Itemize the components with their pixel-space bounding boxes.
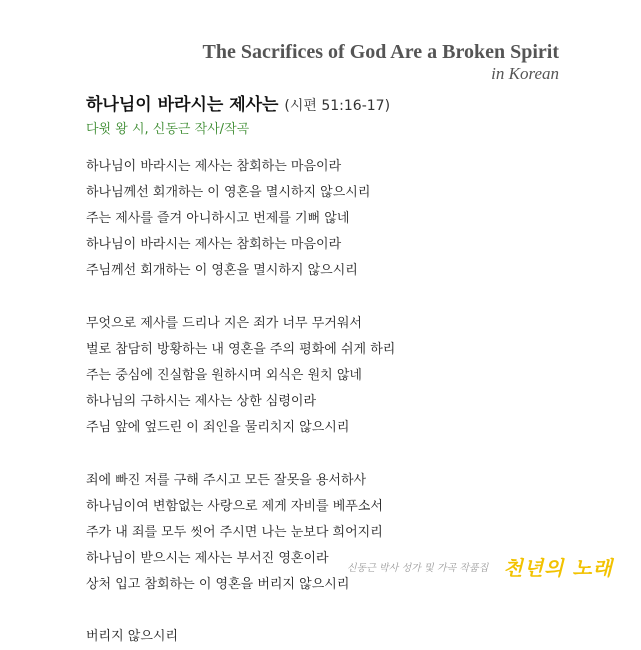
- lyric-line: 하나님이 바라시는 제사는 참회하는 마음이라: [86, 237, 342, 252]
- stanza-2: [86, 311, 395, 441]
- lyric-line: 주님께선 회개하는 이 영혼을 멸시하지 않으시리: [86, 263, 358, 278]
- lyric-line: 하나님이 받으시는 제사는 부서진 영혼이라: [86, 551, 329, 566]
- lyric-line: 죄에 빠진 저를 구해 주시고 모든 잘못을 용서하사: [86, 473, 367, 488]
- footer-branding: [347, 552, 613, 581]
- scripture-reference: (시편 51:16-17): [284, 98, 391, 114]
- lyric-line: 무엇으로 제사를 드리나 지은 죄가 너무 무거워서: [86, 316, 362, 331]
- song-title-block: [86, 94, 390, 139]
- lyric-line: 상처 입고 참회하는 이 영혼을 버리지 않으시리: [86, 577, 350, 592]
- lyric-line: 주님 앞에 엎드린 이 죄인을 물리치지 않으시리: [86, 420, 350, 435]
- collection-name: 신동근 박사 성가 및 가곡 작품집: [346, 563, 489, 574]
- lyric-outro: 버리지 않으시리: [86, 629, 179, 644]
- lyric-line: 하나님의 구하시는 제사는 상한 심령이라: [86, 394, 317, 409]
- lyric-line: 주는 중심에 진실함을 원하시며 외식은 원치 않네: [86, 368, 362, 383]
- lyric-line: 벌로 참담히 방황하는 내 영혼을 주의 평화에 쉬게 하리: [86, 342, 396, 357]
- lyric-line: 하나님이 바라시는 제사는 참회하는 마음이라: [86, 159, 342, 174]
- english-title-block: [203, 40, 559, 84]
- lyric-line: 주는 제사를 즐겨 아니하시고 번제를 기뻐 않네: [86, 211, 350, 226]
- korean-title: [86, 94, 390, 117]
- korean-title-text: 하나님이 바라시는 제사는: [86, 95, 279, 115]
- song-credits: 다윗 왕 시, 신동근 작사/작곡: [86, 122, 250, 137]
- stanza-1: [86, 154, 395, 284]
- english-title: The Sacrifices of God Are a Broken Spirit: [202, 41, 559, 63]
- collection-logo: 천년의 노래: [503, 556, 613, 580]
- lyric-line: 하나님이여 변함없는 사랑으로 제게 자비를 베푸소서: [86, 499, 383, 514]
- lyric-line: 하나님께선 회개하는 이 영혼을 멸시하지 않으시리: [86, 185, 371, 200]
- lyric-line: 주가 내 죄를 모두 씻어 주시면 나는 눈보다 희어지리: [86, 525, 383, 540]
- english-subtitle: in Korean: [491, 64, 559, 83]
